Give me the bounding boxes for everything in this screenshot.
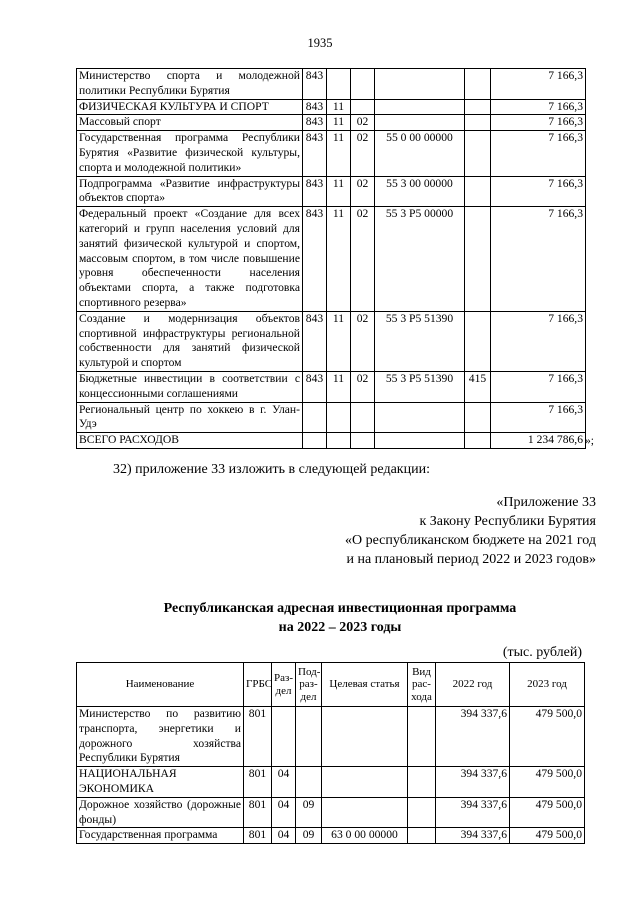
row-razdel: 11 bbox=[327, 99, 351, 115]
row-amount-2022: 394 337,6 bbox=[436, 828, 510, 844]
row-expense-type bbox=[465, 115, 491, 131]
table-header-row bbox=[77, 663, 585, 707]
row-podrazdel bbox=[351, 69, 375, 100]
row-razdel: 11 bbox=[327, 371, 351, 402]
row-expense-type bbox=[465, 311, 491, 371]
appendix-line-3: «О республиканском бюджете на 2021 год bbox=[345, 533, 596, 548]
row-grbs: 843 bbox=[303, 311, 327, 371]
row-name: ВСЕГО РАСХОДОВ bbox=[77, 433, 303, 449]
row-podrazdel: 02 bbox=[351, 311, 375, 371]
row-razdel: 04 bbox=[272, 797, 296, 828]
header-2022: 2022 год bbox=[436, 663, 510, 707]
row-expense-type bbox=[408, 707, 436, 767]
row-podrazdel bbox=[351, 433, 375, 449]
row-grbs: 843 bbox=[303, 207, 327, 312]
row-expense-type bbox=[465, 131, 491, 176]
table-row bbox=[77, 69, 586, 100]
row-target-article bbox=[322, 767, 408, 798]
row-amount: 1 234 786,6 bbox=[491, 433, 586, 449]
row-amount: 7 166,3 bbox=[491, 371, 586, 402]
row-podrazdel: 02 bbox=[351, 207, 375, 312]
row-amount: 7 166,3 bbox=[491, 176, 586, 207]
table-row bbox=[77, 707, 585, 767]
table-row bbox=[77, 131, 586, 176]
row-grbs: 843 bbox=[303, 115, 327, 131]
table-row bbox=[77, 797, 585, 828]
row-name: Бюджетные инвестиции в соответствии с концессионными соглашениями bbox=[77, 371, 303, 402]
row-podrazdel: 02 bbox=[351, 115, 375, 131]
row-target-article bbox=[375, 402, 465, 433]
row-grbs: 843 bbox=[303, 69, 327, 100]
table-row bbox=[77, 99, 586, 115]
row-podrazdel: 02 bbox=[351, 176, 375, 207]
row-amount-2023: 479 500,0 bbox=[510, 797, 585, 828]
row-grbs: 843 bbox=[303, 371, 327, 402]
row-name: Федеральный проект «Создание для всех категорий и групп населения условий для занятий физической культурой и спортом, массовым спортом, в том числе повышение уровня обеспеченности населения объектами спорта, а также подготовка спортивного резерва» bbox=[77, 207, 303, 312]
header-expense-type: Вид рас-хода bbox=[408, 663, 436, 707]
header-name: Наименование bbox=[77, 663, 244, 707]
row-target-article: 55 3 P5 51390 bbox=[375, 371, 465, 402]
table-row bbox=[77, 115, 586, 131]
row-expense-type bbox=[465, 176, 491, 207]
row-amount: 7 166,3 bbox=[491, 311, 586, 371]
table-row bbox=[77, 207, 586, 312]
row-amount-2023: 479 500,0 bbox=[510, 707, 585, 767]
units-label: (тыс. рублей) bbox=[502, 645, 582, 660]
row-name: Массовый спорт bbox=[77, 115, 303, 131]
row-target-article: 63 0 00 00000 bbox=[322, 828, 408, 844]
row-podrazdel: 09 bbox=[296, 797, 322, 828]
row-target-article: 55 3 P5 51390 bbox=[375, 311, 465, 371]
row-razdel: 11 bbox=[327, 176, 351, 207]
row-razdel: 11 bbox=[327, 131, 351, 176]
row-razdel bbox=[327, 433, 351, 449]
row-name: Министерство спорта и молодежной политики Республики Бурятия bbox=[77, 69, 303, 100]
row-name: Государственная программа Республики Бурятия «Развитие физической культуры, спорта и молодежной политики» bbox=[77, 131, 303, 176]
row-amount: 7 166,3 bbox=[491, 99, 586, 115]
row-amount: 7 166,3 bbox=[491, 131, 586, 176]
row-target-article: 55 3 00 00000 bbox=[375, 176, 465, 207]
row-grbs: 843 bbox=[303, 176, 327, 207]
appendix-header bbox=[345, 493, 596, 569]
row-expense-type bbox=[465, 207, 491, 312]
investment-table bbox=[76, 662, 585, 844]
row-amount: 7 166,3 bbox=[491, 402, 586, 433]
row-grbs: 801 bbox=[244, 828, 272, 844]
row-grbs bbox=[303, 402, 327, 433]
closing-quote: »; bbox=[585, 434, 595, 447]
row-grbs: 801 bbox=[244, 767, 272, 798]
row-grbs: 801 bbox=[244, 707, 272, 767]
row-expense-type bbox=[465, 69, 491, 100]
row-name: Дорожное хозяйство (дорожные фонды) bbox=[77, 797, 244, 828]
row-target-article bbox=[322, 797, 408, 828]
row-razdel bbox=[327, 402, 351, 433]
row-target-article: 55 0 00 00000 bbox=[375, 131, 465, 176]
header-2023: 2023 год bbox=[510, 663, 585, 707]
row-name: Подпрограмма «Развитие инфраструктуры объектов спорта» bbox=[77, 176, 303, 207]
row-razdel: 11 bbox=[327, 311, 351, 371]
row-target-article bbox=[375, 69, 465, 100]
row-podrazdel: 09 bbox=[296, 828, 322, 844]
row-expense-type: 415 bbox=[465, 371, 491, 402]
row-name: ФИЗИЧЕСКАЯ КУЛЬТУРА И СПОРТ bbox=[77, 99, 303, 115]
row-target-article: 55 3 P5 00000 bbox=[375, 207, 465, 312]
row-name: Региональный центр по хоккею в г. Улан-Удэ bbox=[77, 402, 303, 433]
page-number: 1935 bbox=[307, 36, 333, 50]
row-razdel bbox=[327, 69, 351, 100]
table-row bbox=[77, 176, 586, 207]
row-podrazdel bbox=[296, 707, 322, 767]
row-amount: 7 166,3 bbox=[491, 69, 586, 100]
table-row bbox=[77, 402, 586, 433]
row-expense-type bbox=[465, 433, 491, 449]
title-line-1: Республиканская адресная инвестиционная программа bbox=[163, 601, 517, 616]
row-name: Создание и модернизация объектов спортивной инфраструктуры региональной собственности для занятий физической культурой и спортом bbox=[77, 311, 303, 371]
row-amount-2023: 479 500,0 bbox=[510, 767, 585, 798]
header-razdel: Раз-дел bbox=[272, 663, 296, 707]
row-target-article bbox=[375, 433, 465, 449]
row-name: Министерство по развитию транспорта, энергетики и дорожного хозяйства Республики Бурятия bbox=[77, 707, 244, 767]
row-amount-2022: 394 337,6 bbox=[436, 707, 510, 767]
document-title bbox=[0, 599, 640, 637]
row-target-article bbox=[375, 99, 465, 115]
row-razdel: 11 bbox=[327, 207, 351, 312]
table-row bbox=[77, 311, 586, 371]
expenditure-table bbox=[76, 68, 586, 449]
row-podrazdel bbox=[351, 99, 375, 115]
table-row bbox=[77, 433, 586, 449]
appendix-line-1: «Приложение 33 bbox=[496, 495, 596, 510]
appendix-line-4: и на плановый период 2022 и 2023 годов» bbox=[346, 552, 596, 567]
row-expense-type bbox=[465, 402, 491, 433]
row-grbs: 801 bbox=[244, 797, 272, 828]
amendment-paragraph: 32) приложение 33 изложить в следующей редакции: bbox=[113, 462, 430, 477]
table-row bbox=[77, 828, 585, 844]
row-expense-type bbox=[408, 828, 436, 844]
row-razdel bbox=[272, 707, 296, 767]
row-amount-2023: 479 500,0 bbox=[510, 828, 585, 844]
row-razdel: 11 bbox=[327, 115, 351, 131]
row-grbs: 843 bbox=[303, 99, 327, 115]
row-amount-2022: 394 337,6 bbox=[436, 767, 510, 798]
row-expense-type bbox=[408, 767, 436, 798]
row-name: НАЦИОНАЛЬНАЯ ЭКОНОМИКА bbox=[77, 767, 244, 798]
header-podrazdel: Под-раз-дел bbox=[296, 663, 322, 707]
row-grbs: 843 bbox=[303, 131, 327, 176]
row-name: Государственная программа bbox=[77, 828, 244, 844]
row-razdel: 04 bbox=[272, 767, 296, 798]
row-target-article bbox=[322, 707, 408, 767]
row-podrazdel bbox=[296, 767, 322, 798]
row-target-article bbox=[375, 115, 465, 131]
row-expense-type bbox=[465, 99, 491, 115]
table-row bbox=[77, 371, 586, 402]
row-amount: 7 166,3 bbox=[491, 115, 586, 131]
row-podrazdel: 02 bbox=[351, 371, 375, 402]
row-razdel: 04 bbox=[272, 828, 296, 844]
table-row bbox=[77, 767, 585, 798]
appendix-line-2: к Закону Республики Бурятия bbox=[419, 514, 596, 529]
header-target-article: Целевая статья bbox=[322, 663, 408, 707]
row-podrazdel: 02 bbox=[351, 131, 375, 176]
row-grbs bbox=[303, 433, 327, 449]
title-line-2: на 2022 – 2023 годы bbox=[278, 620, 402, 635]
row-podrazdel bbox=[351, 402, 375, 433]
row-amount-2022: 394 337,6 bbox=[436, 797, 510, 828]
row-expense-type bbox=[408, 797, 436, 828]
header-grbs: ГРБС bbox=[244, 663, 272, 707]
row-amount: 7 166,3 bbox=[491, 207, 586, 312]
